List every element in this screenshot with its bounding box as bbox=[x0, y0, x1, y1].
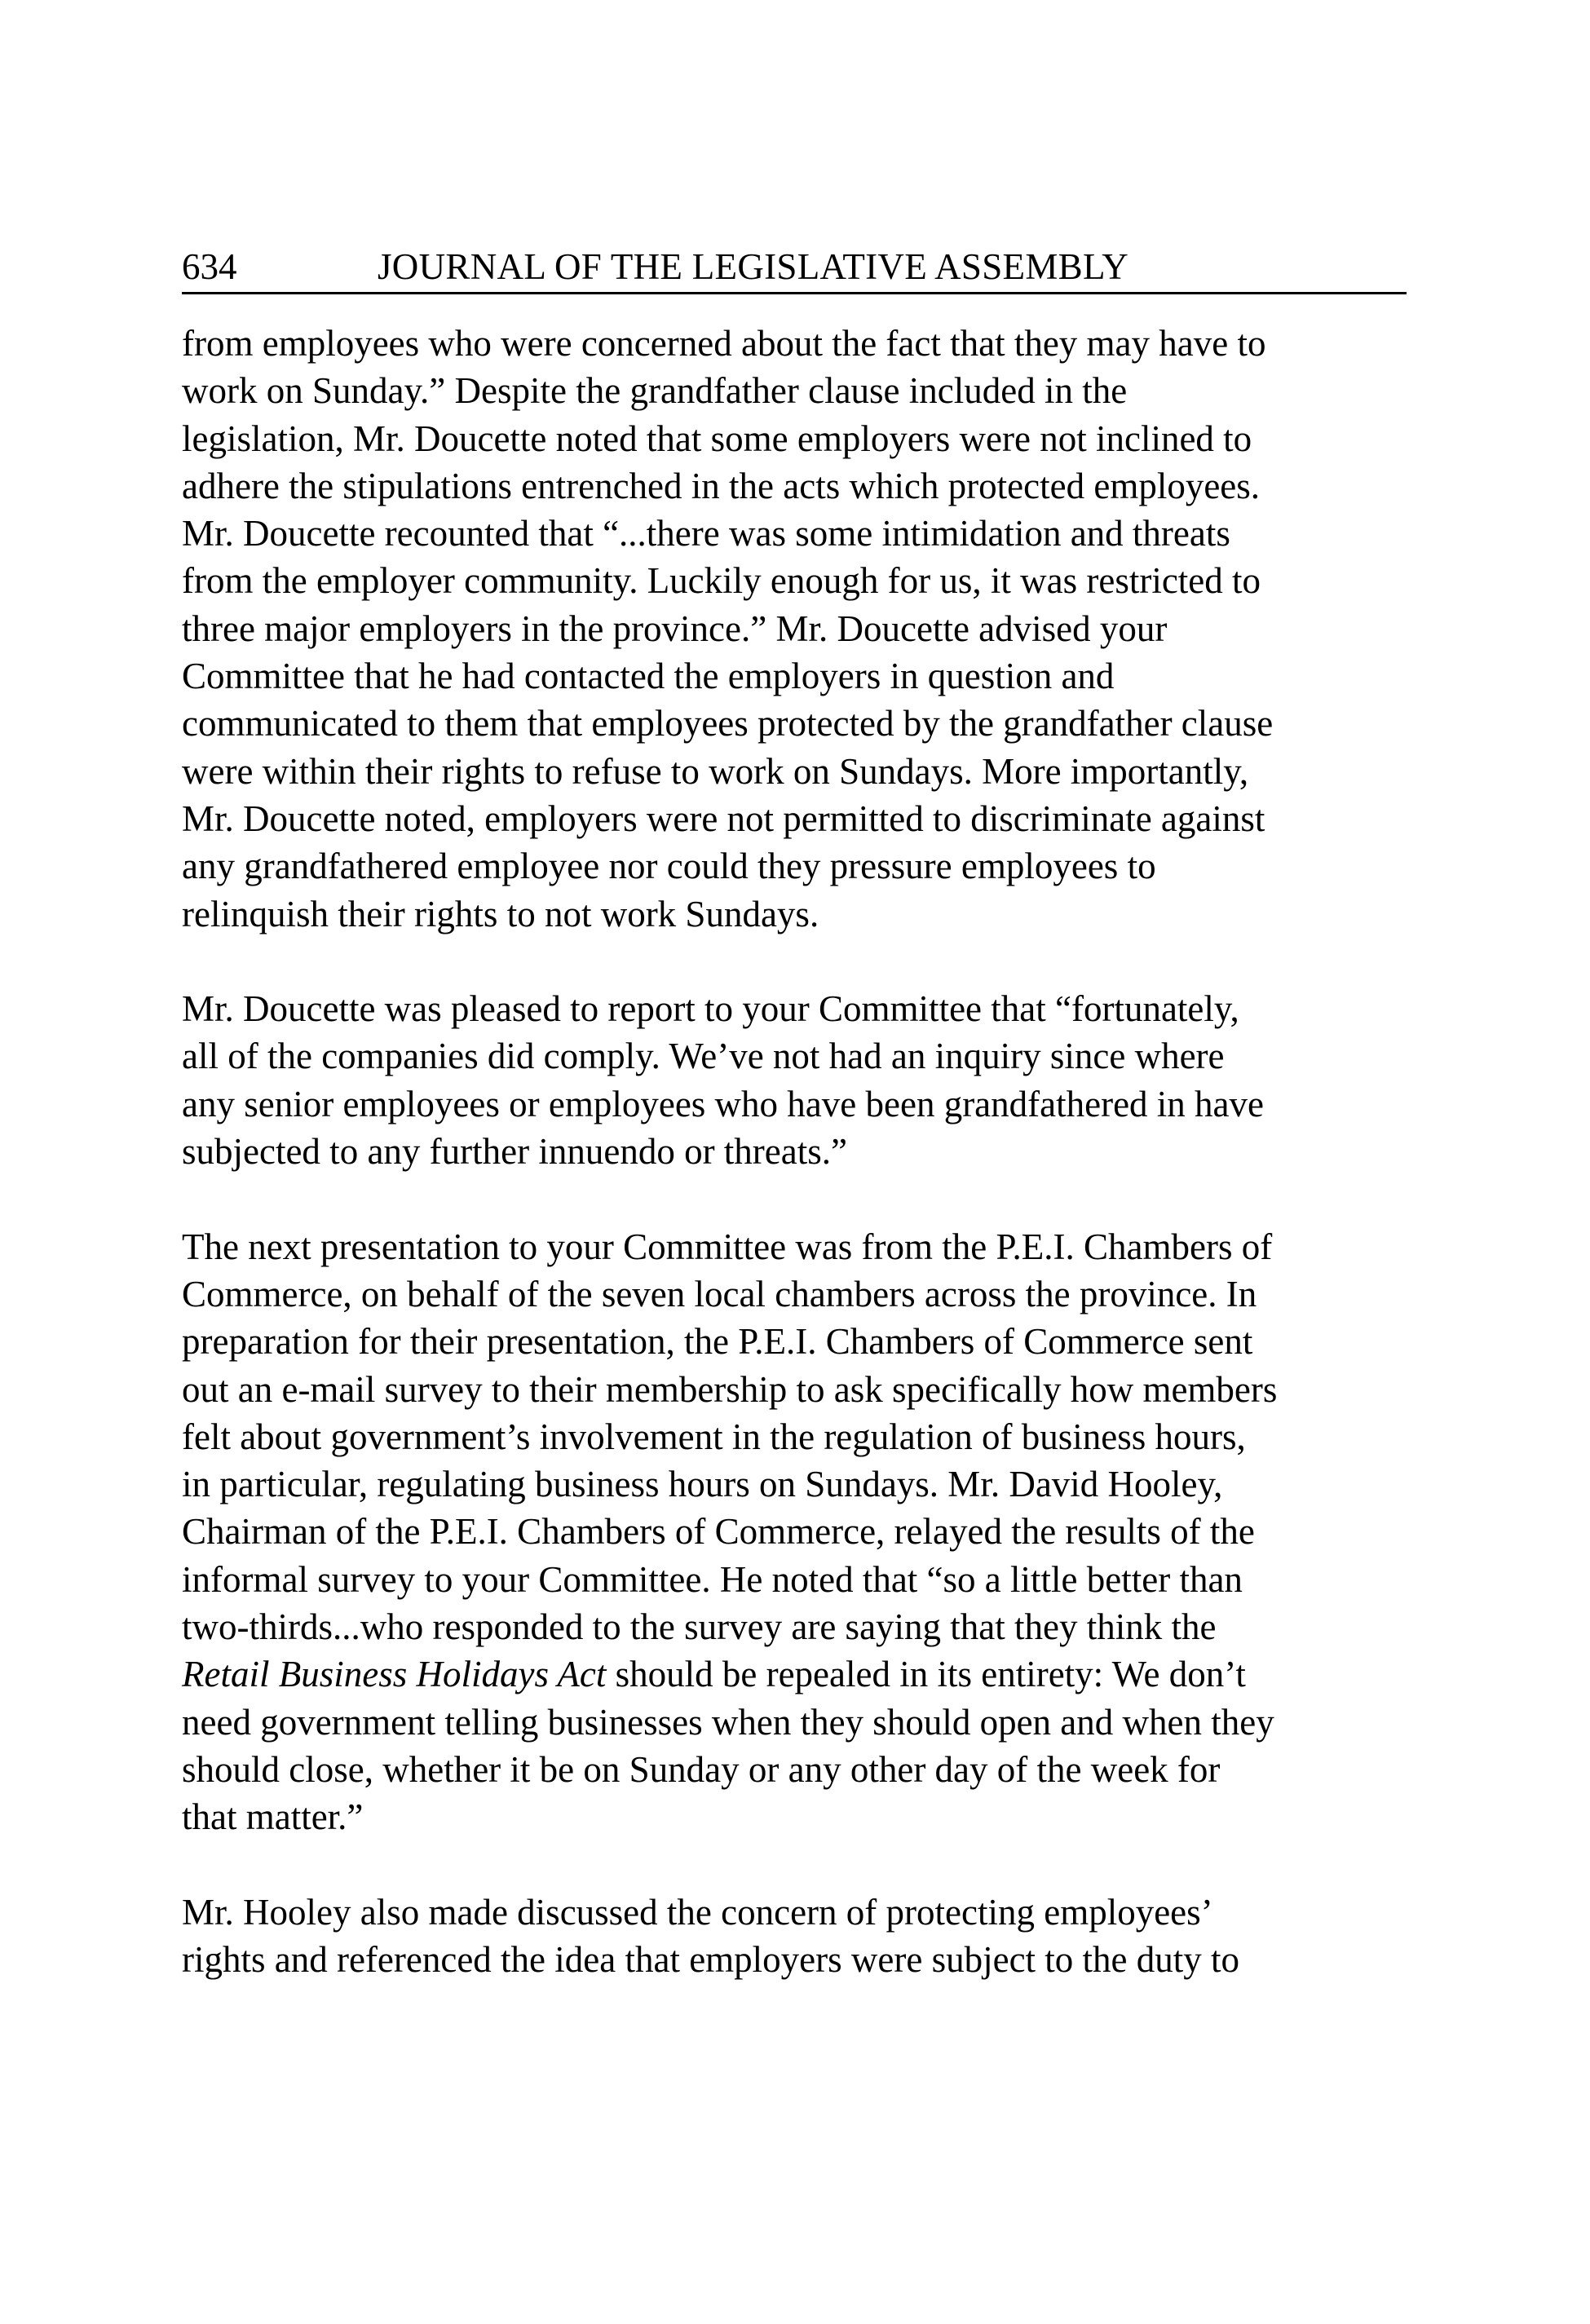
text-line: Committee that he had contacted the employers in question and bbox=[182, 656, 1115, 697]
paragraph-spacer bbox=[182, 1841, 1421, 1889]
text-line: preparation for their presentation, the P.E.I. Chambers of Commerce sent bbox=[182, 1321, 1253, 1363]
text-line: relinquish their rights to not work Sundays. bbox=[182, 893, 819, 934]
text-line: all of the companies did comply. We’ve not had an inquiry since where bbox=[182, 1036, 1225, 1077]
text-line: Mr. Doucette was pleased to report to your Committee that “fortunately, bbox=[182, 988, 1239, 1030]
text-line: The next presentation to your Committee was from the P.E.I. Chambers of bbox=[182, 1226, 1273, 1267]
running-header bbox=[182, 241, 1407, 294]
text-line: any senior employees or employees who have been grandfathered in have bbox=[182, 1083, 1264, 1124]
text-line: work on Sunday.” Despite the grandfather clause included in the bbox=[182, 370, 1128, 412]
paragraph-3 bbox=[182, 1223, 1421, 1841]
page-number: 634 bbox=[182, 246, 237, 287]
text-line: subjected to any further innuendo or threats.” bbox=[182, 1131, 847, 1173]
text-line: legislation, Mr. Doucette noted that some employers were not inclined to bbox=[182, 418, 1252, 459]
paragraph-spacer bbox=[182, 1175, 1421, 1222]
text-line: Commerce, on behalf of the seven local chambers across the province. In bbox=[182, 1273, 1257, 1314]
text-segment: should be repealed in its entirety: We don’t bbox=[606, 1654, 1246, 1695]
text-line: from employees who were concerned about the fact that they may have to bbox=[182, 323, 1266, 364]
text-line: adhere the stipulations entrenched in the acts which protected employees. bbox=[182, 465, 1261, 506]
paragraph-1 bbox=[182, 320, 1421, 938]
text-line: communicated to them that employees protected by the grandfather clause bbox=[182, 703, 1274, 744]
paragraph-2 bbox=[182, 985, 1421, 1175]
text-line: Mr. Doucette recounted that “...there was some intimidation and threats bbox=[182, 513, 1230, 554]
paragraph-4 bbox=[182, 1889, 1421, 1984]
text-line: from the employer community. Luckily enough for us, it was restricted to bbox=[182, 560, 1261, 602]
act-title: Retail Business Holidays Act bbox=[182, 1654, 607, 1695]
text-line: Chairman of the P.E.I. Chambers of Commerce, relayed the results of the bbox=[182, 1511, 1255, 1553]
text-line: Mr. Doucette noted, employers were not permitted to discriminate against bbox=[182, 797, 1265, 839]
text-line: any grandfathered employee nor could they pressure employees to bbox=[182, 846, 1156, 887]
text-line: felt about government’s involvement in the regulation of business hours, bbox=[182, 1416, 1246, 1457]
body-text bbox=[182, 320, 1421, 1983]
text-line: Mr. Hooley also made discussed the concern of protecting employees’ bbox=[182, 1891, 1213, 1933]
text-line: in particular, regulating business hours on Sundays. Mr. David Hooley, bbox=[182, 1464, 1223, 1505]
text-line: rights and referenced the idea that employers were subject to the duty to bbox=[182, 1939, 1240, 1981]
text-line: need government telling businesses when they should open and when they bbox=[182, 1701, 1274, 1743]
text-line: that matter.” bbox=[182, 1796, 364, 1838]
text-line: out an e-mail survey to their membership to ask specifically how members bbox=[182, 1368, 1278, 1410]
text-line: two-thirds...who responded to the survey are saying that they think the bbox=[182, 1606, 1217, 1648]
text-line: three major employers in the province.” Mr. Doucette advised your bbox=[182, 608, 1168, 649]
paragraph-spacer bbox=[182, 938, 1421, 985]
text-line: should close, whether it be on Sunday or any other day of the week for bbox=[182, 1748, 1221, 1790]
text-line: informal survey to your Committee. He noted that “so a little better than bbox=[182, 1558, 1243, 1600]
journal-title: JOURNAL OF THE LEGISLATIVE ASSEMBLY bbox=[378, 246, 1129, 287]
text-line: were within their rights to refuse to work on Sundays. More importantly, bbox=[182, 750, 1249, 792]
text-line-with-act-title bbox=[182, 1650, 1421, 1698]
